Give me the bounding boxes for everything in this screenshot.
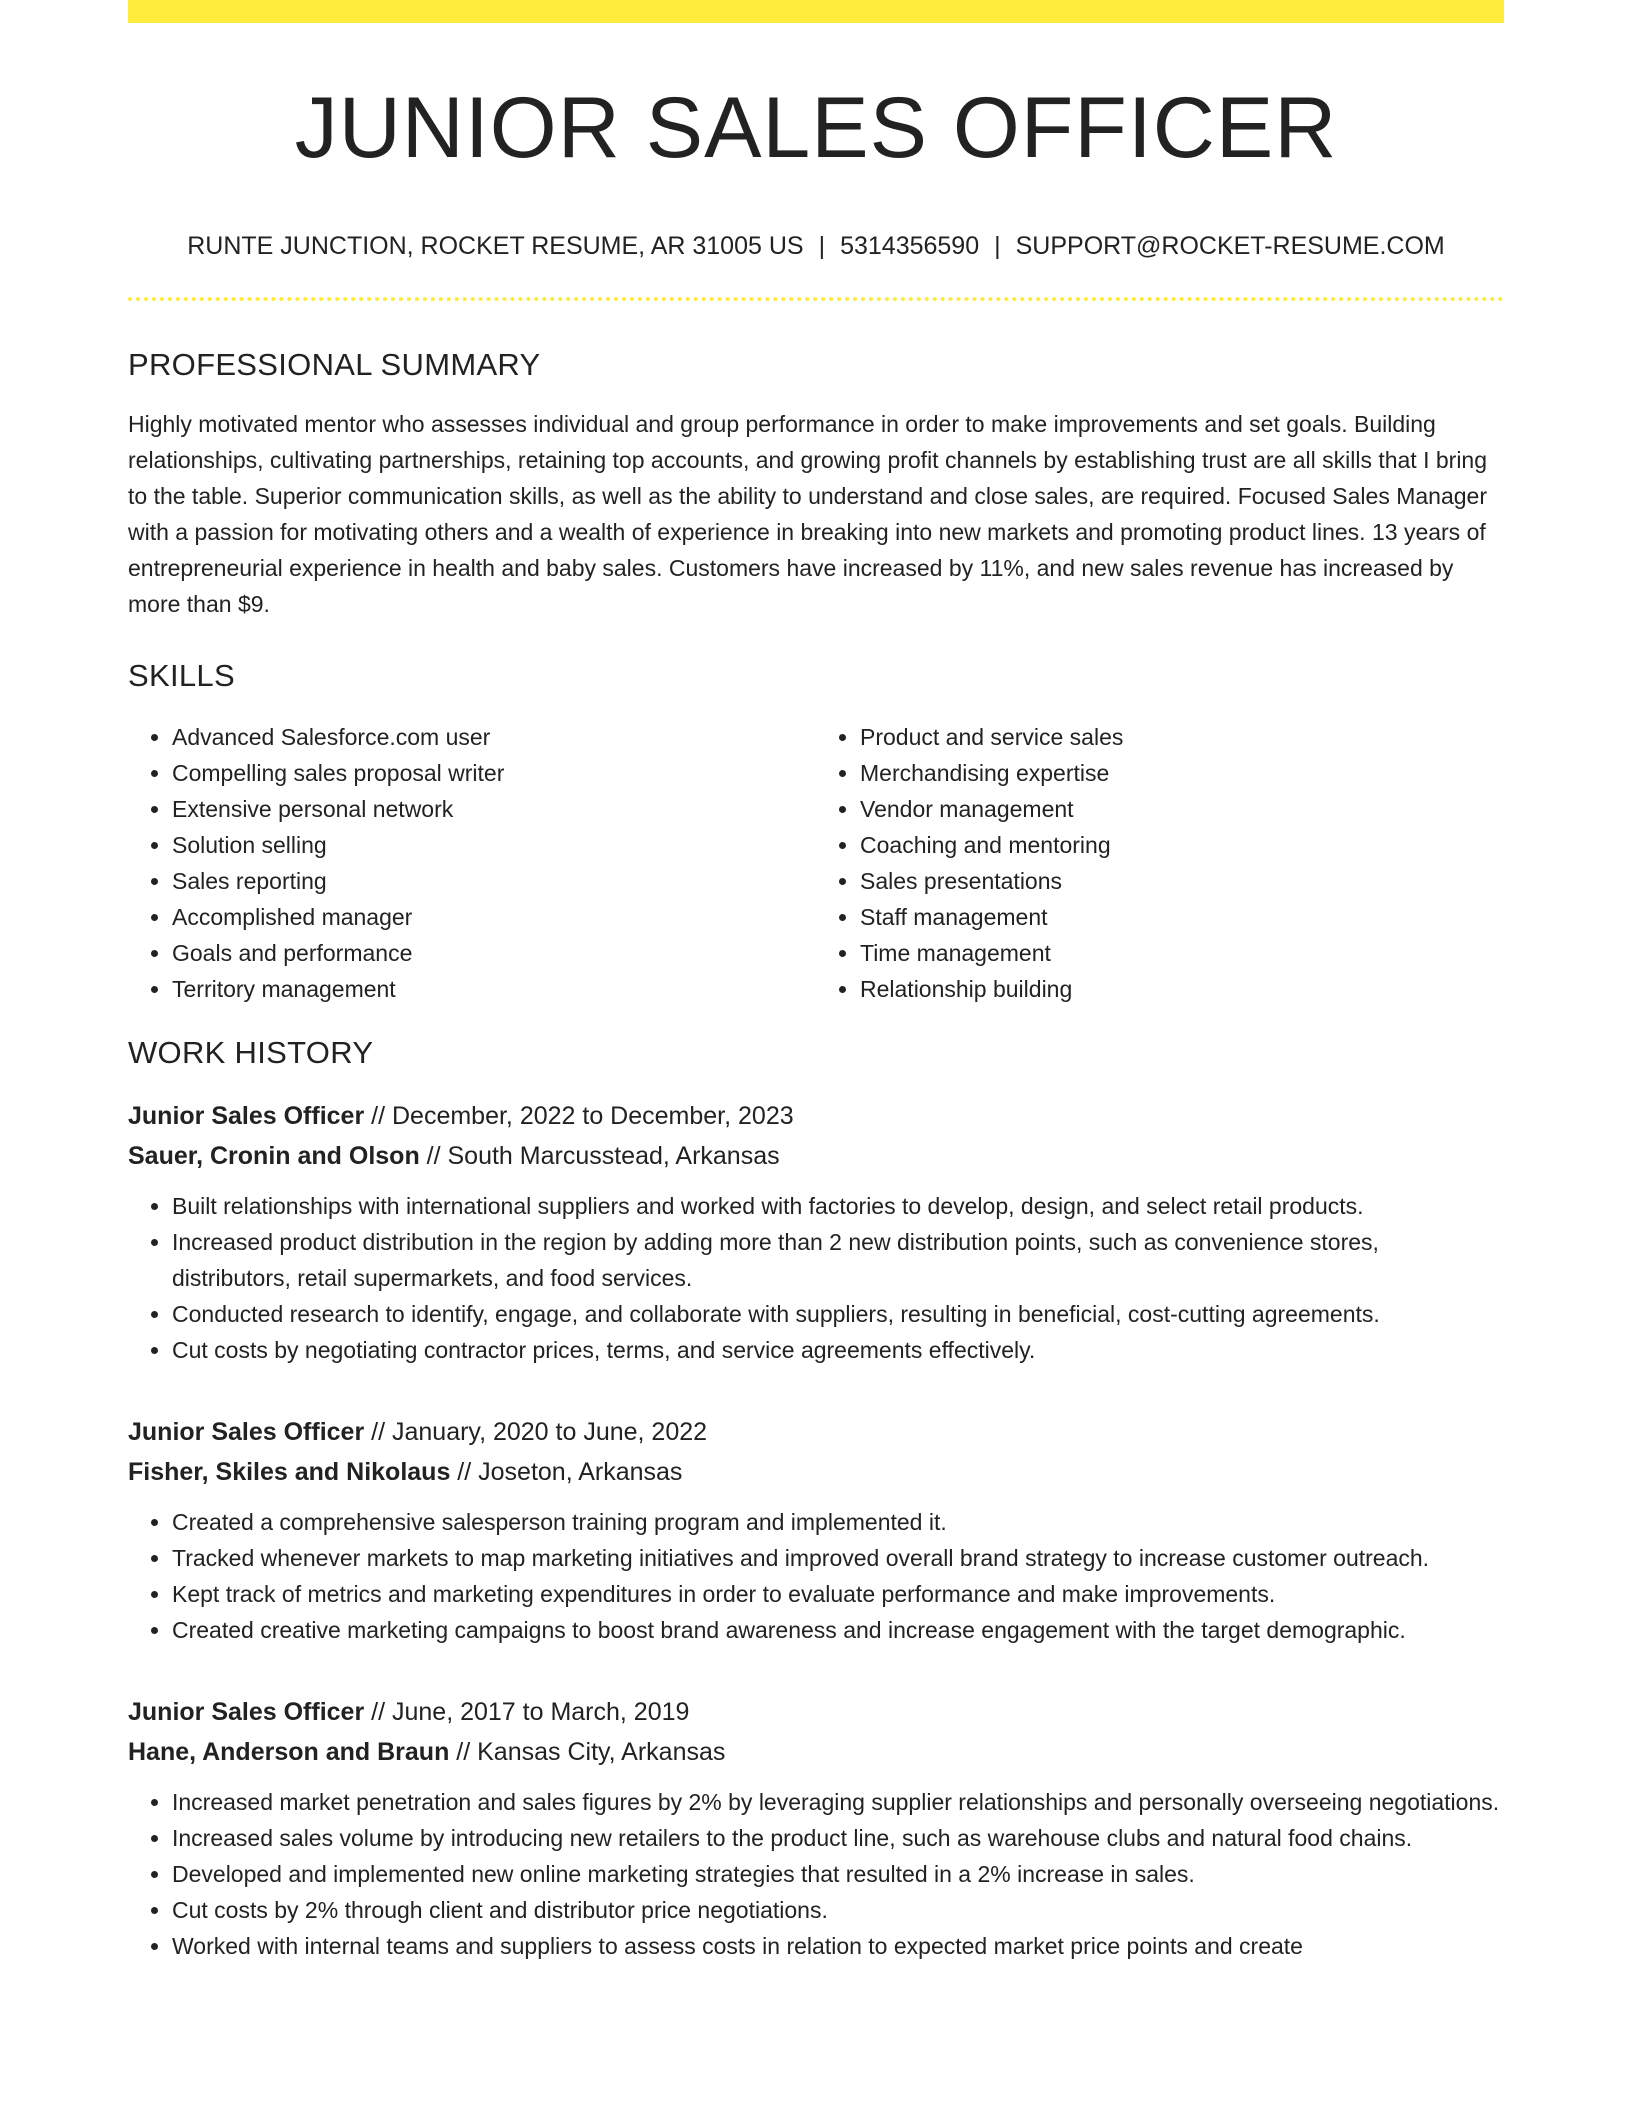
- skills-list-right: [816, 719, 1504, 1007]
- job-company: Hane, Anderson and Braun: [128, 1738, 450, 1766]
- skill-item: • Product and service sales: [860, 719, 1504, 755]
- dotted-divider: [128, 297, 1504, 301]
- summary-text: Highly motivated mentor who assesses individual and group performance in order to make improvements and set goals. Building relationships, cultivating partnerships, retaining top accounts, and growing profit channels by establishing trust are all skills that I bring to the table. Superior communication skills, as well as the ability to understand and close sales, are required. Focused Sales Manager with a passion for motivating others and a wealth of experience in breaking into new markets and promoting product lines. 13 years of entrepreneurial experience in health and baby sales. Customers have increased by 11%, and new sales revenue has increased by more than $9.: [128, 411, 1488, 617]
- job-company-line: [128, 1732, 1504, 1772]
- job-location: // Joseton, Arkansas: [450, 1458, 683, 1486]
- skill-item: • Vendor management: [860, 791, 1504, 827]
- job-title-line: [128, 1692, 1504, 1732]
- contact-email: SUPPORT@ROCKET-RESUME.COM: [1015, 232, 1445, 260]
- contact-line: [128, 234, 1504, 259]
- job-dates: // January, 2020 to June, 2022: [364, 1418, 708, 1446]
- job-entry: [128, 1096, 1504, 1368]
- skills-list-left: [128, 719, 816, 1007]
- skills-heading: SKILLS: [128, 658, 235, 693]
- skill-item: • Goals and performance: [172, 935, 816, 971]
- job-dates: // June, 2017 to March, 2019: [364, 1698, 690, 1726]
- job-location: // South Marcusstead, Arkansas: [419, 1142, 780, 1170]
- job-dates: // December, 2022 to December, 2023: [364, 1102, 794, 1130]
- job-bullet: • Increased sales volume by introducing new retailers to the product line, such as warehouse clubs and natural food chains.: [172, 1820, 1504, 1856]
- job-bullet: • Conducted research to identify, engage, and collaborate with suppliers, resulting in beneficial, cost-cutting agreements.: [172, 1296, 1504, 1332]
- job-entry: [128, 1692, 1504, 1964]
- skill-item: • Advanced Salesforce.com user: [172, 719, 816, 755]
- job-bullet: • Tracked whenever markets to map marketing initiatives and improved overall brand strategy to increase customer outreach.: [172, 1540, 1504, 1576]
- summary-heading: PROFESSIONAL SUMMARY: [128, 347, 541, 382]
- accent-top-bar: [128, 0, 1504, 23]
- job-bullet: • Created creative marketing campaigns to boost brand awareness and increase engagement with the target demographic.: [172, 1612, 1504, 1648]
- skill-item: • Coaching and mentoring: [860, 827, 1504, 863]
- skill-item: • Accomplished manager: [172, 899, 816, 935]
- skill-item: • Extensive personal network: [172, 791, 816, 827]
- skill-item: • Sales reporting: [172, 863, 816, 899]
- job-bullet: • Developed and implemented new online marketing strategies that resulted in a 2% increase in sales.: [172, 1856, 1504, 1892]
- job-company-line: [128, 1136, 1504, 1176]
- skill-item: • Sales presentations: [860, 863, 1504, 899]
- job-bullet: • Cut costs by 2% through client and distributor price negotiations.: [172, 1892, 1504, 1928]
- job-title: Junior Sales Officer: [128, 1418, 365, 1446]
- skills-columns: [128, 719, 1504, 1007]
- contact-separator: |: [994, 232, 1001, 260]
- job-bullet: • Increased product distribution in the region by adding more than 2 new distribution points, such as convenience stores, distributors, retail supermarkets, and food services.: [172, 1224, 1504, 1296]
- skill-item: • Merchandising expertise: [860, 755, 1504, 791]
- contact-phone: 5314356590: [840, 232, 980, 260]
- job-bullets: [128, 1188, 1504, 1368]
- job-bullets: [128, 1504, 1504, 1648]
- job-bullet: • Created a comprehensive salesperson training program and implemented it.: [172, 1504, 1504, 1540]
- job-company-line: [128, 1452, 1504, 1492]
- skill-item: • Territory management: [172, 971, 816, 1007]
- job-title: Junior Sales Officer: [128, 1102, 365, 1130]
- page-title: JUNIOR SALES OFFICER: [294, 80, 1338, 176]
- job-company: Sauer, Cronin and Olson: [128, 1142, 420, 1170]
- job-company: Fisher, Skiles and Nikolaus: [128, 1458, 451, 1486]
- work-history-heading: WORK HISTORY: [128, 1035, 374, 1070]
- job-bullet: • Built relationships with international suppliers and worked with factories to develop, design, and select retail products.: [172, 1188, 1504, 1224]
- skill-item: • Solution selling: [172, 827, 816, 863]
- job-bullet: • Worked with internal teams and suppliers to assess costs in relation to expected market price points and create: [172, 1928, 1504, 1964]
- job-entry: [128, 1412, 1504, 1648]
- job-title-line: [128, 1096, 1504, 1136]
- resume-page: [128, 0, 1504, 1964]
- job-bullet: • Cut costs by negotiating contractor prices, terms, and service agreements effectively.: [172, 1332, 1504, 1368]
- contact-address: RUNTE JUNCTION, ROCKET RESUME, AR 31005 US: [187, 232, 804, 260]
- job-title-line: [128, 1412, 1504, 1452]
- job-bullet: • Kept track of metrics and marketing expenditures in order to evaluate performance and make improvements.: [172, 1576, 1504, 1612]
- job-title: Junior Sales Officer: [128, 1698, 365, 1726]
- job-bullets: [128, 1784, 1504, 1964]
- job-bullet: • Increased market penetration and sales figures by 2% by leveraging supplier relationships and personally overseeing negotiations.: [172, 1784, 1504, 1820]
- skill-item: • Staff management: [860, 899, 1504, 935]
- skill-item: • Relationship building: [860, 971, 1504, 1007]
- contact-separator: |: [818, 232, 826, 260]
- job-location: // Kansas City, Arkansas: [449, 1738, 726, 1766]
- skill-item: • Compelling sales proposal writer: [172, 755, 816, 791]
- skill-item: • Time management: [860, 935, 1504, 971]
